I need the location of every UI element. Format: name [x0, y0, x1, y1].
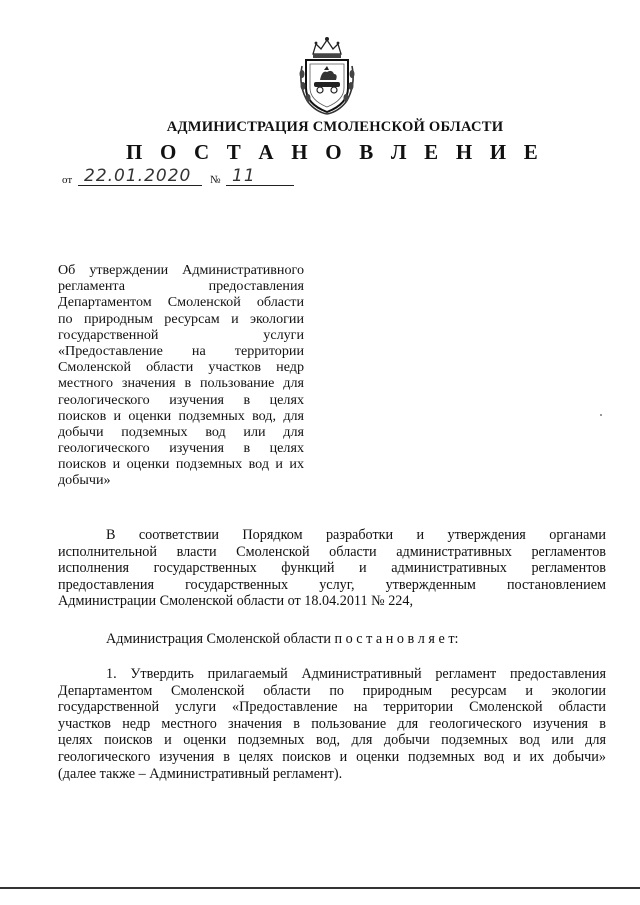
page-bottom-border — [0, 887, 640, 889]
dateline — [62, 168, 322, 188]
paragraph-line: государственной услуги «Предоставление на территории Смоленской области — [58, 699, 606, 716]
handwritten-date: 22.01.2020 — [84, 166, 192, 186]
document-subject — [58, 262, 304, 489]
paragraph-line: В соответствии Порядком разработки и утверждения органами — [106, 527, 606, 543]
subject-line: добычи подземных вод или для — [58, 423, 304, 440]
paragraph-line: геологического изучения в целях поисков и оценки подземных вод и их добычи» — [58, 748, 606, 765]
subject-line: поисков и оценки подземных вод и их — [58, 456, 304, 473]
paragraph-line: предоставления государственных услуг, утвержденным постановлением — [58, 576, 606, 593]
paragraph-line: 1. Утвердить прилагаемый Административный регламент предоставления — [106, 666, 606, 682]
paragraph-line: целях поисков и оценки подземных вод, для добычи подземных вод или для — [58, 732, 606, 749]
organization-name: АДМИНИСТРАЦИЯ СМОЛЕНСКОЙ ОБЛАСТИ — [166, 119, 504, 135]
subject-line: местного значения в пользование для — [58, 375, 304, 392]
paragraph-line: (далее также – Административный регламент). — [58, 765, 343, 782]
paragraph-line: Администрации Смоленской области от 18.04.2011 № 224, — [58, 593, 414, 610]
subject-line: геологического изучения в целях — [58, 391, 304, 408]
subject-line: геологического изучения в целях — [58, 440, 304, 457]
coat-of-arms-icon — [296, 36, 358, 116]
resolution-paragraph — [58, 631, 606, 648]
paragraph-line: Администрация Смоленской области п о с т а н о в л я е т: — [106, 631, 459, 647]
subject-line: поисков и оценки подземных вод, для — [58, 407, 304, 424]
preamble-paragraph — [58, 527, 606, 610]
handwritten-number: 11 — [232, 166, 256, 186]
subject-line: добычи» — [58, 472, 111, 489]
subject-line: Смоленской области участков недр — [58, 359, 304, 376]
document-type-title: П О С Т А Н О В Л Е Н И Е — [125, 140, 544, 164]
number-label: № — [210, 174, 221, 186]
subject-line: Департаментом Смоленской области — [58, 294, 304, 311]
subject-line: государственной услуги — [58, 326, 304, 343]
date-from-label: от — [62, 174, 73, 186]
paragraph-line: исполнения государственных функций и административных регламентов — [58, 560, 606, 577]
subject-line: регламента предоставления — [58, 278, 304, 295]
item-1-paragraph — [58, 666, 606, 782]
subject-line: Об утверждении Административного — [58, 262, 304, 278]
paragraph-line: участков недр местного значения в пользование для геологического изучения в — [58, 715, 606, 732]
subject-line: «Предоставление на территории — [58, 342, 304, 359]
scan-speck — [600, 414, 602, 416]
subject-line: по природным ресурсам и экологии — [58, 310, 304, 327]
paragraph-line: Департаментом Смоленской области по природным ресурсам и экологии — [58, 682, 606, 699]
paragraph-line: исполнительной власти Смоленской области административных регламентов — [58, 543, 606, 560]
